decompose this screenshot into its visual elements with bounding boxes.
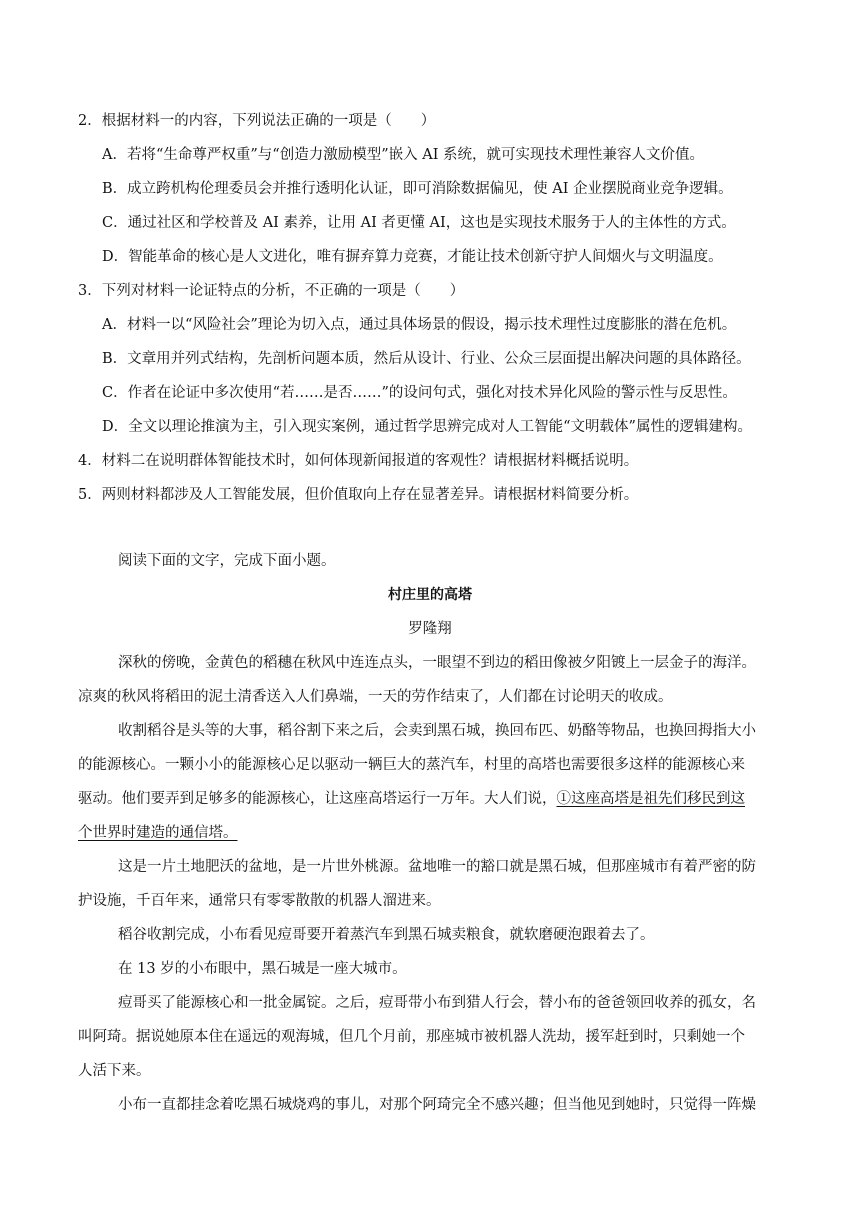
question-5: 5．两则材料都涉及人工智能发展，但价值取向上存在显著差异。请根据材料简要分析。 [78,487,639,503]
paragraph-2-line-3-text: 驱动。他们要弄到足够多的能源核心，让这座高塔运行一万年。大人们说， [78,791,557,807]
paragraph-5-line-1: 在 13 岁的小布眼中，黑石城是一座大城市。 [118,961,407,977]
paragraph-6-line-1: 痘哥买了能源核心和一批金属锭。之后，痘哥带小布到猎人行会，替小布的爸爸领回收养的孤女，名 [118,995,756,1011]
paragraph-2-line-4 [0,823,860,843]
question-2-stem: 2．根据材料一的内容，下列说法正确的一项是（ ） [78,113,436,129]
reading-instruction: 阅读下面的文字，完成下面小题。 [118,553,336,569]
question-3-option-c: C．作者在论证中多次使用“若……是否……”的设问句式，强化对技术异化风险的警示性与反思性。 [102,385,737,401]
paragraph-1-line-2: 凉爽的秋风将稻田的泥土清香送入人们鼻端，一天的劳作结束了，人们都在讨论明天的收成。 [78,689,673,705]
paragraph-2-line-1: 收割稻谷是头等的大事，稻谷割下来之后，会卖到黑石城，换回布匹、奶酪等物品，也换回拇指大小 [118,723,756,739]
question-3-option-d: D．全文以理论推演为主，引入现实案例，通过哲学思辨完成对人工智能“文明载体”属性的逻辑建构。 [102,419,752,435]
question-3-option-a: A．材料一以“风险社会”理论为切入点，通过具体场景的假设，揭示技术理性过度膨胀的潜在危机。 [102,317,737,333]
paragraph-2-line-2: 的能源核心。一颗小小的能源核心足以驱动一辆巨大的蒸汽车，村里的高塔也需要很多这样的能源核心来 [78,757,745,773]
story-author: 罗隆翔 [408,621,452,637]
question-2-option-c: C．通过社区和学校普及 AI 素养，让用 AI 者更懂 AI，这也是实现技术服务于人的主体性的方式。 [102,215,736,231]
underlined-sentence-1-part-2: 个世界时建造的通信塔。 [78,825,238,841]
paragraph-2-line-3 [0,789,860,809]
question-3-stem: 3．下列对材料一论证特点的分析，不正确的一项是（ ） [78,283,465,299]
paragraph-6-line-2: 叫阿琦。据说她原本住在遥远的观海城，但几个月前，那座城市被机器人洗劫，援军赶到时，只剩她一个 [78,1029,745,1045]
question-4: 4．材料二在说明群体智能技术时，如何体现新闻报道的客观性？请根据材料概括说明。 [78,453,639,469]
underlined-sentence-1-part-1: ①这座高塔是祖先们移民到这 [556,791,745,807]
paragraph-3-line-2: 护设施，千百年来，通常只有零零散散的机器人溜进来。 [78,893,441,909]
question-2-option-d: D．智能革命的核心是人文进化，唯有摒弃算力竞赛，才能让技术创新守护人间烟火与文明温度。 [102,249,723,265]
question-2-option-b: B．成立跨机构伦理委员会并推行透明化认证，即可消除数据偏见，使 AI 企业摆脱商业竞争逻辑。 [102,181,733,197]
paragraph-3-line-1: 这是一片土地肥沃的盆地，是一片世外桃源。盆地唯一的豁口就是黑石城，但那座城市有着严密的防 [118,859,756,875]
question-2-option-a: A．若将“生命尊严权重”与“创造力激励模型”嵌入 AI 系统，就可实现技术理性兼容人文价值。 [102,147,705,163]
paragraph-7-line-1: 小布一直都挂念着吃黑石城烧鸡的事儿，对那个阿琦完全不感兴趣；但当他见到她时，只觉得一阵燥 [118,1097,756,1113]
question-3-option-b: B．文章用并列式结构，先剖析问题本质，然后从设计、行业、公众三层面提出解决问题的具体路径。 [102,351,751,367]
story-title: 村庄里的高塔 [388,587,472,603]
paragraph-4-line-1: 稻谷收割完成，小布看见痘哥要开着蒸汽车到黑石城卖粮食，就软磨硬泡跟着去了。 [118,927,655,943]
paragraph-1-line-1: 深秋的傍晚，金黄色的稻穗在秋风中连连点头，一眼望不到边的稻田像被夕阳镀上一层金子的海洋。 [118,655,756,671]
paragraph-6-line-3: 人活下来。 [78,1063,151,1079]
